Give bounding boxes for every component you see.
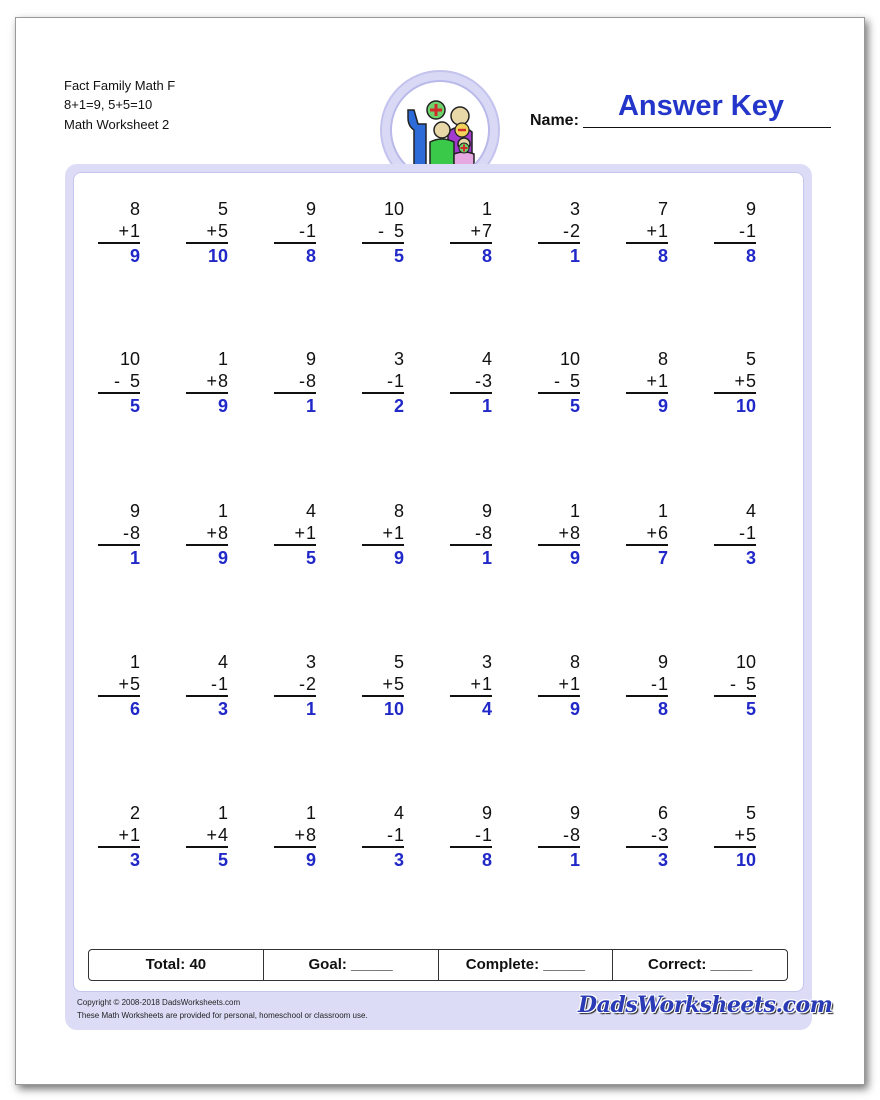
problem-operator: -: [474, 371, 481, 391]
problem-operation-line: [538, 824, 580, 848]
problem-top-number: 8: [569, 652, 580, 672]
problem-operator: -: [474, 523, 481, 543]
problem-answer: 1: [305, 699, 316, 719]
problem-operation-line: [538, 673, 580, 697]
problem-top-number: 4: [745, 501, 756, 521]
problem-top-number: 9: [129, 501, 140, 521]
problem-operator: -: [122, 523, 129, 543]
problem-operator: +: [294, 825, 305, 845]
problem-bottom-number: 1: [657, 371, 668, 391]
problem: [450, 651, 492, 721]
problem-operator: -: [650, 825, 657, 845]
problem: [362, 802, 404, 872]
problem-top-number: 9: [305, 199, 316, 219]
problem: [714, 500, 756, 570]
problem-bottom-number: 8: [305, 371, 316, 391]
problem-bottom-number: 8: [129, 523, 140, 543]
problem-answer: 3: [393, 850, 404, 870]
problem-answer: 8: [305, 246, 316, 266]
problem-operation-line: [538, 220, 580, 244]
problem-top-number: 4: [481, 349, 492, 369]
problem: [450, 500, 492, 570]
problem-operation-line: [98, 673, 140, 697]
problem-operator: +: [118, 674, 129, 694]
problem-operation-line: [450, 673, 492, 697]
problem-operator: +: [558, 674, 569, 694]
problem-top-number: 9: [305, 349, 316, 369]
problem-top-number: 5: [745, 349, 756, 369]
problem-operation-line: [714, 522, 756, 546]
problem-answer: 1: [481, 548, 492, 568]
problem-bottom-number: 3: [657, 825, 668, 845]
problem-operation-line: [362, 824, 404, 848]
problem-bottom-number: 2: [569, 221, 580, 241]
problem-bottom-number: 1: [569, 674, 580, 694]
problem-bottom-number: 8: [569, 523, 580, 543]
problem-top-number: 1: [217, 803, 228, 823]
problem-top-number: 4: [217, 652, 228, 672]
problem-bottom-number: 7: [481, 221, 492, 241]
problem-bottom-number: 1: [393, 371, 404, 391]
brand-logo: DadsWorksheets.com: [578, 992, 833, 1018]
goal-cell: Goal: _____: [264, 950, 439, 980]
problem-operator: +: [294, 523, 305, 543]
problem-answer: 5: [217, 850, 228, 870]
worksheet-facts: 8+1=9, 5+5=10: [64, 97, 153, 112]
problem: [274, 651, 316, 721]
problem-operator: -: [562, 825, 569, 845]
problem-answer: 1: [569, 850, 580, 870]
total-cell: Total: 40: [89, 950, 264, 980]
answer-key-label: Answer Key: [617, 90, 784, 122]
problem: [626, 198, 668, 268]
problem-bottom-number: 4: [217, 825, 228, 845]
problem-operator: +: [382, 674, 393, 694]
problem-operation-line: [362, 220, 404, 244]
problem-bottom-number: 8: [481, 523, 492, 543]
problem-answer: 8: [481, 850, 492, 870]
problem-answer: 9: [569, 699, 580, 719]
problem-top-number: 1: [217, 349, 228, 369]
problem-answer: 10: [383, 699, 404, 719]
problem-bottom-number: 1: [129, 825, 140, 845]
problem-bottom-number: 1: [481, 825, 492, 845]
problem-bottom-number: 1: [745, 221, 756, 241]
problem-bottom-number: 5: [745, 825, 756, 845]
problem-operation-line: [98, 370, 140, 394]
problem-operation-line: [186, 673, 228, 697]
problem-frame: [65, 164, 833, 1030]
problem-bottom-number: 5: [129, 371, 140, 391]
problem-operator: -: [113, 371, 120, 391]
problem-operator: -: [738, 523, 745, 543]
problem-operator: -: [377, 221, 384, 241]
problem-bottom-number: 1: [657, 221, 668, 241]
problem: [362, 651, 404, 721]
problem-bottom-number: 1: [481, 674, 492, 694]
problem-top-number: 3: [305, 652, 316, 672]
problem-bottom-number: 5: [217, 221, 228, 241]
problem: [538, 802, 580, 872]
problem-top-number: 4: [305, 501, 316, 521]
problem-operator: -: [386, 371, 393, 391]
problem-operator: +: [646, 221, 657, 241]
problem-area: [73, 172, 804, 992]
problem-operation-line: [98, 522, 140, 546]
problem-answer: 9: [657, 396, 668, 416]
problem-answer: 9: [217, 396, 228, 416]
problem-bottom-number: 1: [393, 523, 404, 543]
problem-answer: 10: [735, 850, 756, 870]
problem-answer: 5: [129, 396, 140, 416]
problem-operation-line: [626, 673, 668, 697]
problem-bottom-number: 1: [217, 674, 228, 694]
problem-operation-line: [714, 220, 756, 244]
problem-answer: 10: [207, 246, 228, 266]
problem: [626, 348, 668, 418]
problem: [362, 348, 404, 418]
problem-answer: 8: [657, 246, 668, 266]
problem-top-number: 10: [735, 652, 756, 672]
problem-operation-line: [450, 824, 492, 848]
name-label: Name:: [530, 112, 579, 129]
problem: [714, 348, 756, 418]
problem-operator: +: [118, 221, 129, 241]
problem: [98, 651, 140, 721]
problem-answer: 3: [657, 850, 668, 870]
problem: [714, 198, 756, 268]
problem-operation-line: [538, 522, 580, 546]
problem-operation-line: [274, 220, 316, 244]
problem-answer: 2: [393, 396, 404, 416]
problem-operator: -: [210, 674, 217, 694]
problem: [98, 198, 140, 268]
problem-top-number: 3: [481, 652, 492, 672]
problem-bottom-number: 1: [393, 825, 404, 845]
problem-top-number: 1: [129, 652, 140, 672]
problem-answer: 3: [217, 699, 228, 719]
problem-top-number: 6: [657, 803, 668, 823]
problem: [98, 500, 140, 570]
problem-operator: +: [734, 371, 745, 391]
problem-top-number: 9: [745, 199, 756, 219]
problem-operation-line: [274, 673, 316, 697]
problem-top-number: 8: [129, 199, 140, 219]
problem-operation-line: [626, 370, 668, 394]
problem-operation-line: [626, 824, 668, 848]
problem: [538, 198, 580, 268]
problem-operator: +: [558, 523, 569, 543]
problem-operation-line: [450, 370, 492, 394]
problem-answer: 1: [129, 548, 140, 568]
problem-answer: 3: [745, 548, 756, 568]
problem-operation-line: [274, 370, 316, 394]
problem-top-number: 5: [745, 803, 756, 823]
problem-answer: 7: [657, 548, 668, 568]
problem-operation-line: [362, 370, 404, 394]
problem-operator: +: [646, 371, 657, 391]
problem: [538, 651, 580, 721]
problem: [538, 500, 580, 570]
problem: [186, 198, 228, 268]
problem-operator: +: [206, 371, 217, 391]
problem-answer: 5: [569, 396, 580, 416]
problem-operator: +: [470, 221, 481, 241]
problem-operator: -: [298, 221, 305, 241]
problem: [714, 802, 756, 872]
problem-operator: -: [298, 674, 305, 694]
problem-operation-line: [714, 673, 756, 697]
problem-bottom-number: 5: [393, 674, 404, 694]
copyright-text: Copyright © 2008-2018 DadsWorksheets.com: [77, 998, 241, 1007]
problem-answer: 5: [393, 246, 404, 266]
problem-operator: +: [118, 825, 129, 845]
problem-operation-line: [186, 824, 228, 848]
problem-bottom-number: 1: [657, 674, 668, 694]
correct-cell: Correct: _____: [648, 956, 753, 973]
problem: [450, 198, 492, 268]
problem-operator: -: [562, 221, 569, 241]
problem-answer: 5: [305, 548, 316, 568]
problem: [714, 651, 756, 721]
problem-operator: -: [298, 371, 305, 391]
problem-operator: +: [646, 523, 657, 543]
problem-top-number: 1: [217, 501, 228, 521]
problem-operator: +: [382, 523, 393, 543]
complete-cell: Complete: _____: [439, 950, 614, 980]
problem-bottom-number: 8: [569, 825, 580, 845]
problem-answer: 3: [129, 850, 140, 870]
problem-top-number: 1: [481, 199, 492, 219]
problem-top-number: 9: [481, 803, 492, 823]
problem-bottom-number: 1: [305, 221, 316, 241]
problem: [450, 802, 492, 872]
problem-top-number: 1: [657, 501, 668, 521]
problem-top-number: 3: [393, 349, 404, 369]
worksheet-title: Fact Family Math F: [64, 78, 176, 93]
problem-bottom-number: 6: [657, 523, 668, 543]
problem-answer: 4: [481, 699, 492, 719]
problem-operator: +: [206, 221, 217, 241]
problem-operator: +: [470, 674, 481, 694]
problem-bottom-number: 5: [745, 371, 756, 391]
problem-top-number: 7: [657, 199, 668, 219]
problem-answer: 1: [305, 396, 316, 416]
problem-operator: -: [738, 221, 745, 241]
problem-operator: -: [729, 674, 736, 694]
problem-bottom-number: 1: [745, 523, 756, 543]
problem-bottom-number: 5: [393, 221, 404, 241]
problem-bottom-number: 8: [217, 371, 228, 391]
problem: [450, 348, 492, 418]
problem-operation-line: [186, 370, 228, 394]
worksheet-subtitle: Math Worksheet 2: [64, 117, 170, 132]
problem-answer: 1: [481, 396, 492, 416]
problem-bottom-number: 2: [305, 674, 316, 694]
problem-answer: 9: [129, 246, 140, 266]
problem-top-number: 10: [559, 349, 580, 369]
problem-answer: 5: [745, 699, 756, 719]
problem-top-number: 4: [393, 803, 404, 823]
problem: [186, 651, 228, 721]
problem-bottom-number: 5: [745, 674, 756, 694]
problem-top-number: 9: [657, 652, 668, 672]
problem-top-number: 2: [129, 803, 140, 823]
problem: [98, 802, 140, 872]
problem-operation-line: [626, 522, 668, 546]
score-table: [88, 949, 788, 981]
problem-operator: -: [650, 674, 657, 694]
problem-operation-line: [626, 220, 668, 244]
problem-answer: 8: [657, 699, 668, 719]
problem-operator: -: [474, 825, 481, 845]
problem: [626, 651, 668, 721]
problem-operation-line: [450, 220, 492, 244]
problem: [362, 500, 404, 570]
problem-operation-line: [98, 220, 140, 244]
problem-operator: +: [734, 825, 745, 845]
problem-operation-line: [538, 370, 580, 394]
problem-operation-line: [274, 522, 316, 546]
problem-top-number: 8: [657, 349, 668, 369]
problem: [626, 500, 668, 570]
problem-answer: 9: [569, 548, 580, 568]
problem-answer: 1: [569, 246, 580, 266]
problem-operator: +: [206, 825, 217, 845]
problem: [186, 802, 228, 872]
problem-operation-line: [98, 824, 140, 848]
problem-operation-line: [362, 673, 404, 697]
problem: [274, 198, 316, 268]
problem-operation-line: [714, 824, 756, 848]
problem: [274, 348, 316, 418]
problem-bottom-number: 5: [129, 674, 140, 694]
problem-bottom-number: 1: [305, 523, 316, 543]
problem-operation-line: [362, 522, 404, 546]
problem-answer: 8: [481, 246, 492, 266]
problem-top-number: 9: [481, 501, 492, 521]
problem-top-number: 1: [305, 803, 316, 823]
problem-operation-line: [450, 522, 492, 546]
problem-operator: -: [386, 825, 393, 845]
problem-top-number: 8: [393, 501, 404, 521]
problem-operation-line: [186, 220, 228, 244]
problem: [186, 500, 228, 570]
problem-operation-line: [274, 824, 316, 848]
problem-answer: 8: [745, 246, 756, 266]
problem: [274, 802, 316, 872]
problem-answer: 10: [735, 396, 756, 416]
problem-answer: 9: [393, 548, 404, 568]
problem-bottom-number: 8: [305, 825, 316, 845]
problem-top-number: 1: [569, 501, 580, 521]
problem: [538, 348, 580, 418]
problem-answer: 6: [129, 699, 140, 719]
problem-operator: +: [206, 523, 217, 543]
problem: [186, 348, 228, 418]
problem-operation-line: [186, 522, 228, 546]
problem: [98, 348, 140, 418]
problem-bottom-number: 1: [129, 221, 140, 241]
problem-top-number: 3: [569, 199, 580, 219]
problem-top-number: 5: [393, 652, 404, 672]
problem-bottom-number: 8: [217, 523, 228, 543]
problem-operation-line: [714, 370, 756, 394]
problem-top-number: 10: [119, 349, 140, 369]
usage-text: These Math Worksheets are provided for personal, homeschool or classroom use.: [77, 1011, 368, 1020]
problem: [362, 198, 404, 268]
problem-top-number: 5: [217, 199, 228, 219]
problem-bottom-number: 3: [481, 371, 492, 391]
name-line: [583, 127, 831, 128]
problem-answer: 9: [305, 850, 316, 870]
problem: [274, 500, 316, 570]
problem-top-number: 10: [383, 199, 404, 219]
problem-answer: 9: [217, 548, 228, 568]
problem-top-number: 9: [569, 803, 580, 823]
problem-bottom-number: 5: [569, 371, 580, 391]
problem-operator: -: [553, 371, 560, 391]
problem: [626, 802, 668, 872]
